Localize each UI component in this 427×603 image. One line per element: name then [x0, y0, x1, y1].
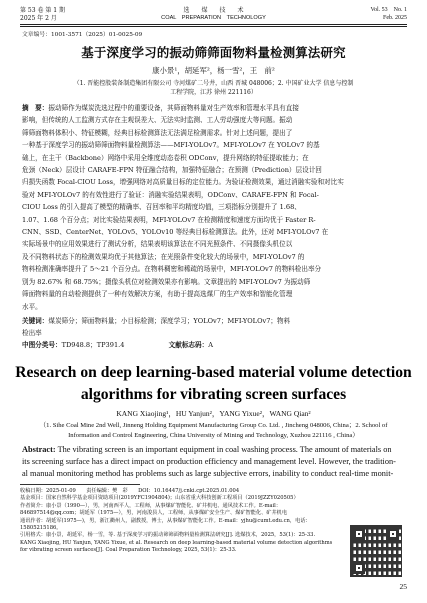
authors-en: KANG Xiaojing¹，HU Yanjun²，YANG Yixue²，WANG Qian² — [116, 409, 311, 418]
title-en-line-2: algorithms for vibrating screen surfaces — [80, 386, 347, 403]
keywords-cn-label: 关键词： — [22, 317, 49, 325]
abstract-cn-line: 物料检测准确率提升了 5～21 个百分点。在物料稠密和稀疏的场景中，MFI-YOLOv7 的物料检出率分 — [22, 265, 322, 274]
abstract-en-label: Abstract: — [22, 445, 56, 454]
affiliation-en-line-2: Information and Control Engineering, China University of Mining and Technology, Xuzhou 221116 , China） — [68, 432, 359, 439]
abstract-cn-line: 影响，但传统的人工监测方式存在主观误差大、无法实时监测、工人劳动强度大等问题。振动 — [22, 116, 293, 125]
abstract-cn-line: 危颈（Neck）层设计 CARAFE-FPN 特征融合结构，加强特征融合；在预测（Prediction）层设计回 — [22, 166, 322, 175]
clc-label: 中图分类号： — [22, 341, 62, 349]
abstract-cn-line: 实际场景中的应用效果进行了测试分析，结果表明该算法在不同光照条件、不同摄像头机位以 — [22, 240, 293, 249]
abstract-cn-line: 归损失函数 Focal-CIOU Loss，增强网络对高质量目标的定位能力。为验证检测效果，通过消融实验和对比实 — [22, 178, 344, 187]
clc-value: TD948.8；TP391.4 — [61, 341, 125, 349]
header-date-cn: 2025 年 2 月 — [20, 15, 57, 22]
title-cn: 基于深度学习的振动筛筛面物料量检测算法研究 — [81, 45, 346, 60]
header-rule — [20, 24, 407, 25]
footnote-citation-cn: 引用格式：康小景，胡延军，杨一雪，等. 基于深度学习的振动筛筛面物料量检测算法研究[J]. 选煤技术，2025，53(1)：25-33. — [20, 532, 316, 539]
abstract-cn-line: CIOU Loss 的引入提高了模型的精确率、召回率和平均精度均值，三项指标分别提升了 1.68、 — [22, 203, 301, 212]
title-en-line-1: Research on deep learning-based material volume detection — [15, 364, 412, 381]
header-journal-en: COAL PREPARATION TECHNOLOGY — [161, 15, 266, 21]
footnote-citation-en-2: for vibrating screen surfaces[J]. Coal Preparation Technology, 2025, 53(1)：25-33. — [20, 547, 237, 554]
abstract-cn-line: 摘 要：振动筛作为煤炭洗选过程中的重要设备，其筛面物料量对生产效率和管理水平具有直接 — [22, 104, 299, 112]
abstract-cn — [22, 102, 408, 313]
doc-code-label: 文献标志码： — [168, 341, 209, 349]
affiliation-cn-line-1: （1. 晋能控股装备制造集团有限公司 寺河煤矿二号井，山西 晋城 048006；2. 中国矿业大学 信息与控制 — [73, 80, 354, 87]
abstract-en-line: its screening surface has a direct impact on production efficiency and management level. However, the tradition- — [22, 457, 396, 467]
header-volume-cn: 第 53 卷 第 1 期 — [20, 7, 65, 14]
keywords-cn: 关键词：煤炭筛分；筛面物料量；小目标检测；深度学习；YOLOv7；MFI-YOLOv7；物料 检出率 — [22, 317, 291, 338]
page-number: 25 — [399, 582, 407, 591]
abstract-cn-line: 水平。 — [22, 302, 42, 311]
footnote-corresponding: 通讯作者：胡延军(1975—)，男，浙江衢州人，副教授，博士，从事煤矿智能化工作。E-mail：yjhu@cumt.edu.cn，电话：15805215186。 — [20, 517, 311, 532]
header-volume-en: Vol. 53 No. 1 — [370, 7, 407, 13]
abstract-cn-line: 筛筛面物料体积小、特征模糊，经典目标检测算法无法满足检测需求。针对上述问题，提出了 — [22, 128, 293, 137]
abstract-cn-line: 础上，在主干（Backbone）网络中采用全维度动态卷积 ODConv，提升网络的特征提取能力；在 — [22, 153, 309, 162]
authors-cn: 康小景¹，胡延军²，杨一雪²，王 前² — [152, 66, 275, 75]
abstract-en: Abstract: The vibrating screen is an important equipment in coal washing process. The amount of materials on its screening surface has a direct impact on production efficiency and management level. However, the tradition- al manual monitoring method has problems such as large subjective errors, inability to conduct real-time monit- — [22, 444, 408, 481]
classification-line — [22, 341, 213, 350]
abstract-cn-line: CNN、SSD、CenterNet、YOLOv5、YOLOv10 等经典目标检测算法。此外，还对 MFI-YOLOv7 在 — [22, 228, 329, 237]
footnotes — [20, 488, 342, 555]
header-journal-cn: 选 煤 技 术 — [183, 7, 244, 14]
footnote-citation-en-1: KANG Xiaojing, HU Yanjun, YANG Yixue, et al. Research on deep learning-based material volume detection algorithms — [20, 539, 333, 546]
abstract-cn-line: 别为 82.67% 和 68.75%；摄像头机位对检测效果亦有影响。文章提出的 MFI-YOLOv7 为振动筛 — [22, 277, 311, 286]
footnote-author-bio: 作者简介：康小景（1990—），男，河南西平人，工程师，从事煤矿智能化、矿井机电、通风技术工作。E-mail： — [20, 502, 282, 509]
article-number: 文章编号：1001-3571（2025）01-0025-09 — [22, 32, 143, 38]
footnote-received: 收稿日期：2025-01-09 责任编辑：樊 彩 DOI：10.16447/j.cnki.cpt.2025.01.004 — [20, 488, 240, 494]
abstract-cn-line: 验对 MFI-YOLOv7 的有效性进行了验证：消融实验结果表明，ODConv、CARAFE-FPN 和 Focal- — [22, 190, 319, 199]
abstract-cn-line: 一种基于深度学习的振动筛筛面物料量检测算法——MFI-YOLOv7。MFI-YOLOv7 在 YOLOv7 的基 — [22, 141, 320, 150]
abstract-cn-line: 1.07、1.68 个百分点；对比实验结果表明，MFI-YOLOv7 在检测精度和速度方面均优于 Faster R- — [22, 215, 316, 224]
doc-code-value: A — [208, 341, 213, 349]
header-date-en: Feb. 2025 — [383, 15, 407, 21]
footnote-author-bio-cont: 846897514@qq.com；胡延军（1975—），男，河南浚县人，工程师，从事煤矿安全生产、煤矿智能化、矿井机电 — [20, 510, 288, 517]
qr-code — [350, 525, 402, 577]
abstract-cn-line: 及不同物料状态下的检测效果均优于其他算法；在光照条件变化较大的场景中，MFI-YOLOv7 的 — [22, 252, 305, 261]
abstract-cn-label: 摘 要： — [22, 104, 49, 112]
abstract-cn-line: 筛面物料量的自动检测提供了一种有效解决方案，有助于提高选煤厂的生产效率和智能化管理 — [22, 290, 293, 299]
abstract-en-line: al manual monitoring method has problems such as large subjective errors, inability to conduct real-time monit- — [22, 469, 394, 479]
footnote-rule — [20, 484, 140, 485]
affiliation-cn-line-2: 工程学院，江苏 徐州 221116） — [170, 89, 257, 96]
affiliation-en-line-1: （1. Sihe Coal Mine 2nd Well, Jinneng Holding Equipment Manufacturing Group Co. Ltd. , Jincheng 048006, China；2. School of — [39, 422, 388, 429]
footnote-funding: 基金项目：国家自然科学基金项目资助项目(2019YFC1904804)；山东省重大科技创新工程项目（2019JZZY020505） — [20, 495, 299, 502]
